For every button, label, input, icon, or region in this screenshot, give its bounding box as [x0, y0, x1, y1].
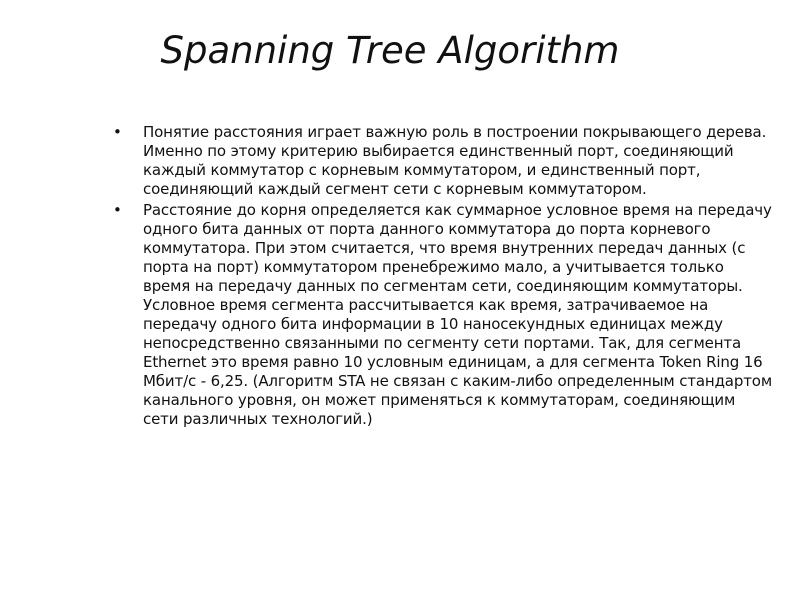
bullet-marker-icon: • — [113, 201, 122, 219]
bullet-item-2 — [113, 201, 773, 429]
bullet-item-1 — [113, 123, 773, 199]
slide-title: Spanning Tree Algorithm — [160, 29, 620, 72]
bullet-text: Понятие расстояния играет важную роль в построении покрывающего дерева. Именно по этому критерию выбирается единственный порт, соединяющий каждый коммутатор с корневым коммутатором, и единственный порт, соединяющий каждый сегмент сети с корневым коммутатором. — [143, 123, 767, 198]
bullet-list — [113, 123, 773, 431]
bullet-marker-icon: • — [113, 123, 122, 141]
bullet-text: Расстояние до корня определяется как суммарное условное время на передачу одного бита данных от порта данного коммутатора до порта корневого коммутатора. При этом считается, что время внутренних передач данных (с порта на порт) коммутатором пренебрежимо мало, а учитывается только время на передачу данных по сегментам сети, соединяющим коммутаторы. Условное время сегмента рассчитывается как время, затрачиваемое на передачу одного бита информации в 10 наносекундных единицах между непосредственно связанными по сегменту сети портами. Так, для сегмента Ethernet это время равно 10 условным единицам, а для сегмента Token Ring 16 Мбит/с - 6,25. (Алгоритм STA не связан с каким-либо определенным стандартом канального уровня, он может применяться к коммутаторам, соединяющим сети различных технологий.) — [143, 201, 772, 428]
